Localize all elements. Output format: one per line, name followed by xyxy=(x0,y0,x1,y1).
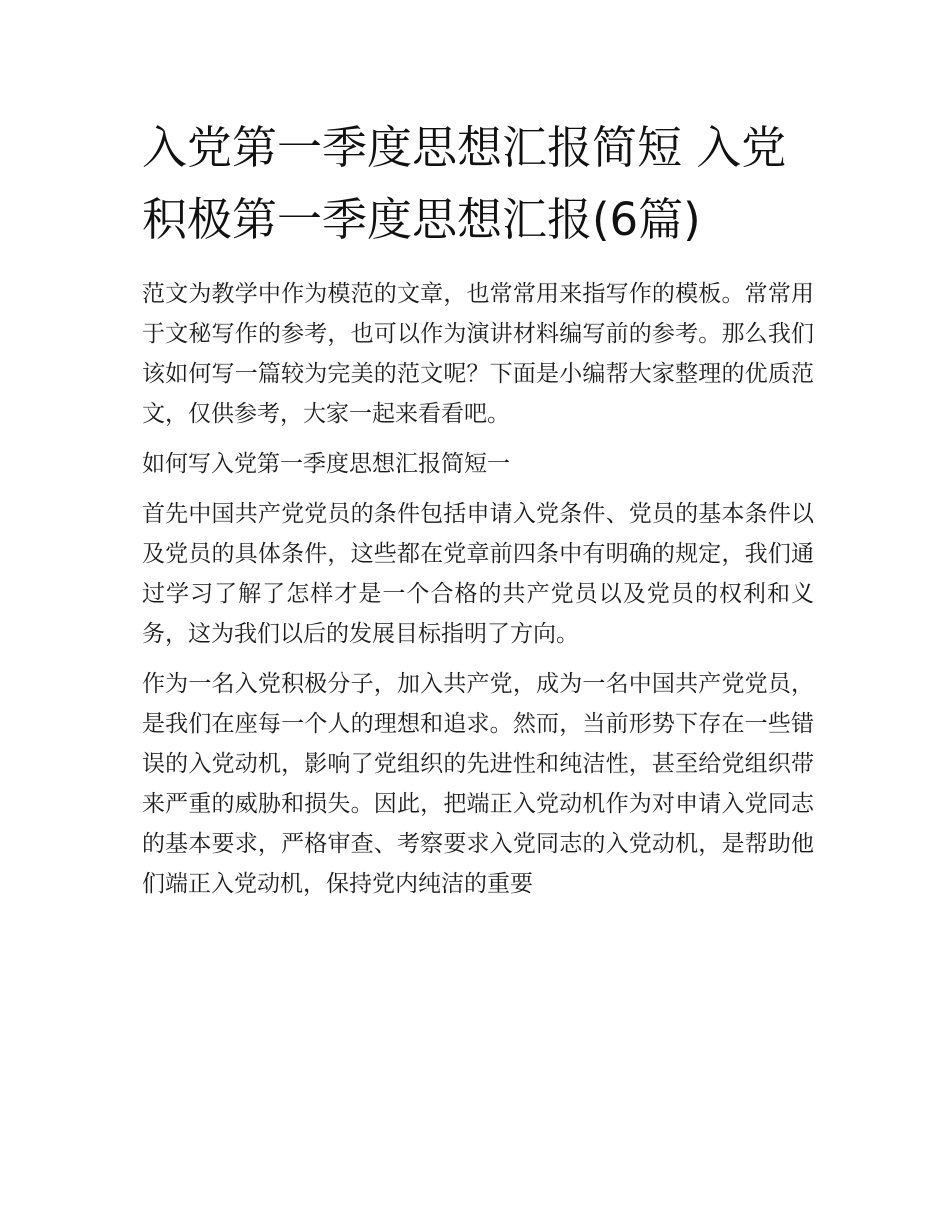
intro-paragraph: 范文为教学中作为模范的文章，也常常用来指写作的模板。常常用于文秘写作的参考，也可以作为演讲材料编写前的参考。那么我们该如何写一篇较为完美的范文呢？下面是小编帮大家整理的优质范文，仅供参考，大家一起来看看吧。 xyxy=(142,281,814,427)
document-body xyxy=(142,112,814,904)
body-paragraph: 首先中国共产党党员的条件包括申请入党条件、党员的基本条件以及党员的具体条件，这些都在党章前四条中有明确的规定，我们通过学习了解了怎样才是一个合格的共产党员以及党员的权利和义务，这为我们以后的发展目标指明了方向。 xyxy=(142,501,814,647)
spacer xyxy=(142,654,814,664)
spacer xyxy=(142,434,814,444)
section-heading: 如何写入党第一季度思想汇报简短一 xyxy=(142,451,510,477)
body-paragraph: 作为一名入党积极分子，加入共产党，成为一名中国共产党党员，是我们在座每一个人的理想和追求。然而，当前形势下存在一些错误的入党动机，影响了党组织的先进性和纯洁性，甚至给党组织带来严重的威胁和损失。因此，把端正入党动机作为对申请入党同志的基本要求，严格审查、考察要求入党同志的入党动机，是帮助他们端正入党动机，保持党内纯洁的重要 xyxy=(142,671,814,897)
spacer xyxy=(142,484,814,494)
document-title: 入党第一季度思想汇报简短 入党积极第一季度思想汇报(6篇) xyxy=(142,121,787,246)
